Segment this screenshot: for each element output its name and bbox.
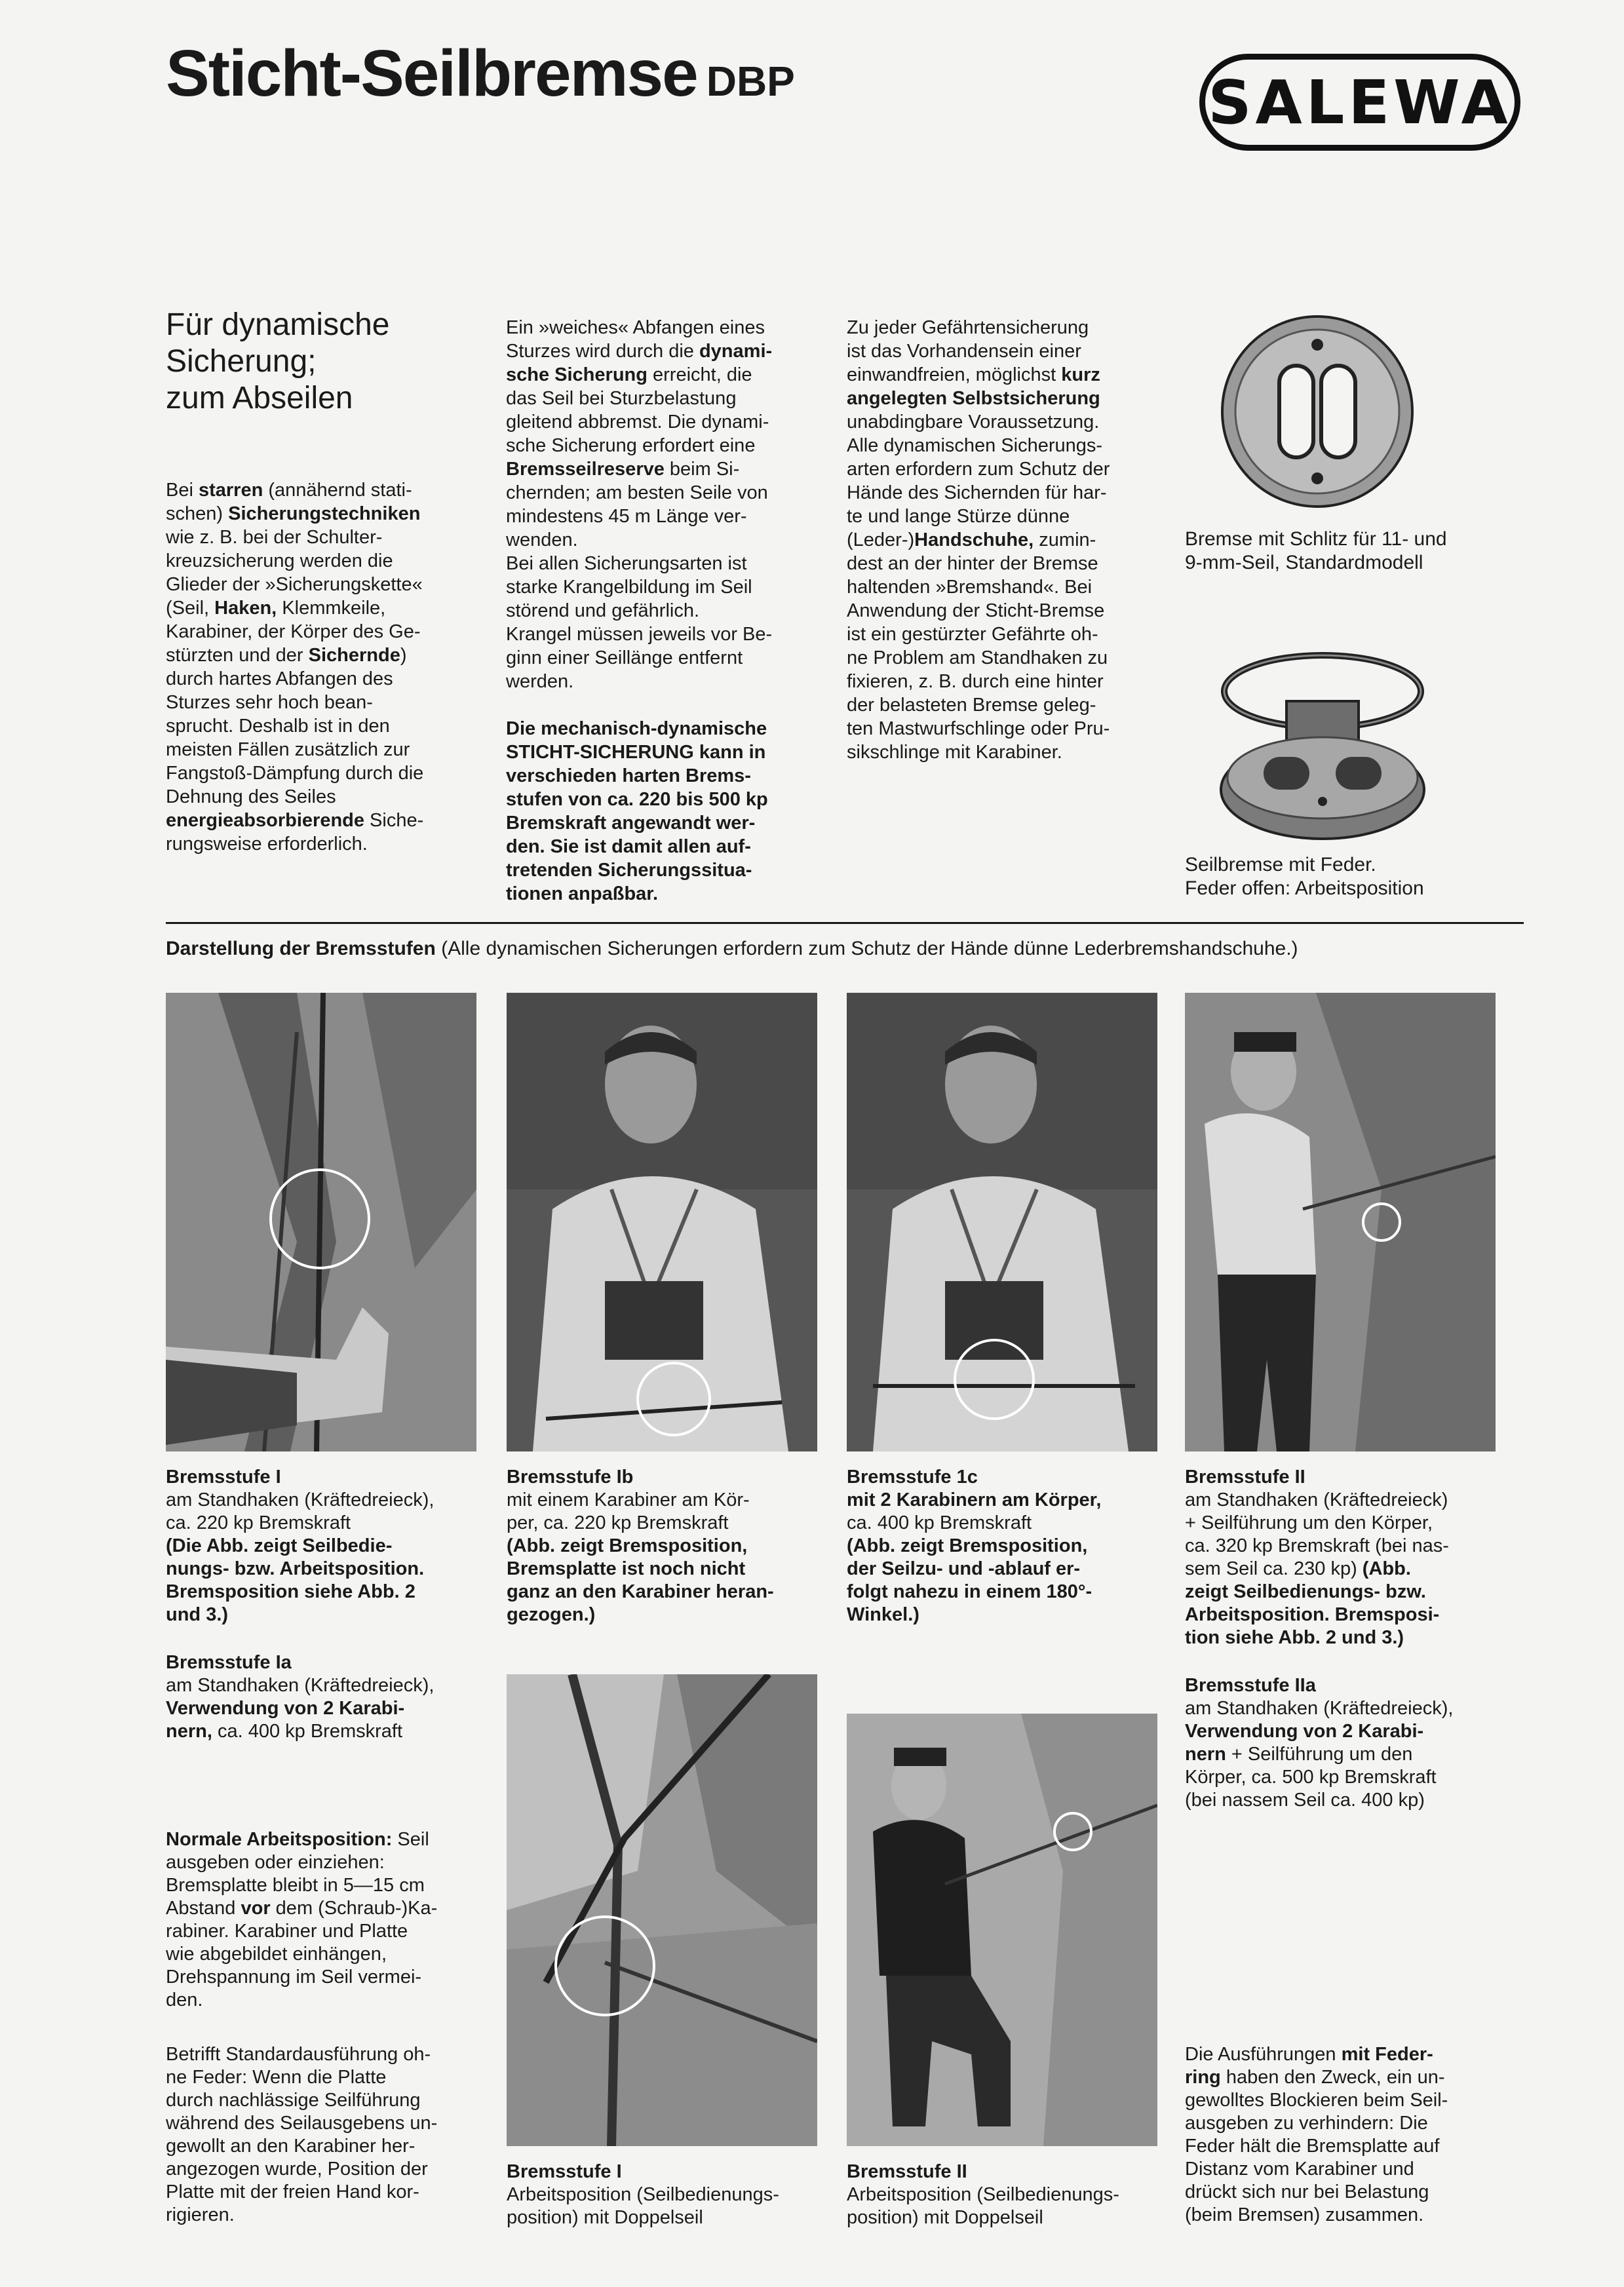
section-divider [166,922,1524,924]
photo-bremsstufe-1 [166,993,476,1451]
photo-arbeitsposition-1 [507,1674,817,2146]
intro-column-2: Ein »weiches« Abfangen eines Sturzes wird durch die dynami- sche Sicherung erreicht, die das Seil bei Sturzbelastung gleitend abbremst. Die dynami- sche Sicherung erfordert eine Bremsseilreserve beim Si- chernden; am besten Seile von mindestens 45 m Länge ver- wenden. Bei allen Sicherungsarten ist starke Krangelbildung im Seil störend und gefährlich. Krangel müssen jeweils vor Be- ginn einer Seillänge entfernt werden. Die mechanisch-dynamische STICHT-SICHERUNG kann in verschieden harten Brems- stufen von ca. 220 bis 500 kp Bremskraft angewandt wer- den. Sie ist damit allen auf- tretenden Sicherungssitua- tionen anpaßbar. [506,316,821,906]
text-bremsstufe-1: Bremsstufe I am Standhaken (Kräftedreieck), ca. 220 kp Bremskraft (Die Abb. zeigt Seilbedie- nungs- bzw. Arbeitsposition. Bremsposition siehe Abb. 2 und 3.) [166,1467,435,1625]
brake-plate-image [1219,313,1416,510]
caption-arbeitsposition-1: Bremsstufe I Arbeitsposition (Seilbedienungs- position) mit Doppelseil [507,2161,779,2228]
spring-brake-image [1211,632,1434,849]
caption-spring: Seilbremse mit Feder. Feder offen: Arbeitsposition [1185,854,1424,899]
photo-bremsstufe-2 [1185,993,1496,1451]
text-bremsstufe-1a: Bremsstufe Ia am Standhaken (Kräftedreieck), Verwendung von 2 Karabi- nern, ca. 400 kp Bremskraft [166,1652,435,1742]
photo-bremsstufe-1c [847,993,1157,1451]
title-suffix: DBP [706,58,795,105]
photo-bremsstufe-1b [507,993,817,1451]
intro-column-1: Bei starren (annähernd stati- schen) Sicherungstechniken wie z. B. bei der Schulter- kreuzsicherung werden die Glieder der »Sicherungskette« (Seil, Haken, Klemmkeile, Karabiner, der Körper des Ge- stürzten und der Sichernde) durch hartes Abfangen des Sturzes sehr hoch bean- sprucht. Deshalb ist in den meisten Fällen zusätzlich zur Fangstoß-Dämpfung durch die Dehnung des Seiles energieabsorbierende Siche- rungsweise erforderlich. [166,480,424,855]
sticht-summary: Die mechanisch-dynamische STICHT-SICHERUNG kann in verschieden harten Brems- stufen von ca. 220 bis 500 kp Bremskraft angewandt wer- den. Sie ist damit allen auf- tretenden Sicherungssitua- tionen anpaßbar. [506,718,768,904]
salewa-logo: SALEWA [1199,54,1520,151]
intro-column-3: Zu jeder Gefährtensicherung ist das Vorhandensein einer einwandfreien, möglichst kurz angelegten Selbstsicherung unabdingbare Voraussetzung. Alle dynamischen Sicherungs- arten erfordern zum Schutz der Hände des Sichernden für har- te und lange Stürze dünne (Leder-)Handschuhe, zumin- dest an der hinter der Bremse haltenden »Bremshand«. Bei Anwendung der Sticht-Bremse ist ein gestürzter Gefährte oh- ne Problem am Standhaken zu fixieren, z. B. durch eine hinter der belasteten Bremse geleg- ten Mastwurfschlinge oder Pru- sikschlinge mit Karabiner. [847,317,1110,763]
subheading: Für dynamische Sicherung; zum Abseilen [166,307,390,415]
text-bremsstufe-1c: Bremsstufe 1c mit 2 Karabinern am Körper, ca. 400 kp Bremskraft (Abb. zeigt Bremsposition, der Seilzu- und -ablauf er- folgt nahezu in einem 180°- Winkel.) [847,1467,1102,1625]
page-title: Sticht-Seilbremse DBP [166,37,795,110]
text-bremsstufe-2a: Bremsstufe IIa am Standhaken (Kräftedreieck), Verwendung von 2 Karabi- nern + Seilführung um den Körper, ca. 500 kp Bremskraft (bei nassem Seil ca. 400 kp) [1185,1675,1454,1811]
darstellung-heading: Darstellung der Bremsstufen (Alle dynamischen Sicherungen erfordern zum Schutz der Hände dünne Lederbremshandschuhe.) [166,938,1298,959]
caption-plate: Bremse mit Schlitz für 11- und 9-mm-Seil, Standardmodell [1185,528,1447,573]
text-bremsstufe-1b: Bremsstufe Ib mit einem Karabiner am Kör- per, ca. 220 kp Bremskraft (Abb. zeigt Bremsposition, Bremsplatte ist noch nicht ganz an den Karabiner heran- gezogen.) [507,1467,774,1625]
text-federring: Die Ausführungen mit Feder- ring haben den Zweck, ein un- gewolltes Blockieren beim Seil- ausgeben zu verhindern: Die Feder hält die Bremsplatte auf Distanz vom Karabiner und drückt sich nur bei Belastung (beim Bremsen) zusammen. [1185,2044,1448,2225]
text-normale-arbeitsposition: Normale Arbeitsposition: Seil ausgeben oder einziehen: Bremsplatte bleibt in 5—15 cm Abstand vor dem (Schraub-)Ka- rabiner. Karabiner und Platte wie abgebildet einhängen, Drehspannung im Seil vermei- den. [166,1829,438,2010]
photo-arbeitsposition-2 [847,1674,1157,2146]
text-standardausfuehrung: Betrifft Standardausführung oh- ne Feder: Wenn die Platte durch nachlässige Seilführung während des Seilausgebens un- gewollt an den Karabiner her- angezogen wurde, Position der Platte mit der freien Hand kor- rigieren. [166,2044,438,2225]
caption-arbeitsposition-2: Bremsstufe II Arbeitsposition (Seilbedienungs- position) mit Doppelseil [847,2161,1119,2228]
text-bremsstufe-2: Bremsstufe II am Standhaken (Kräftedreieck) + Seilführung um den Körper, ca. 320 kp Bremskraft (bei nas- sem Seil ca. 230 kp) (Abb. zeigt Seilbedienungs- bzw. Arbeitsposition. Bremsposi- tion siehe Abb. 2 und 3.) [1185,1467,1449,1648]
